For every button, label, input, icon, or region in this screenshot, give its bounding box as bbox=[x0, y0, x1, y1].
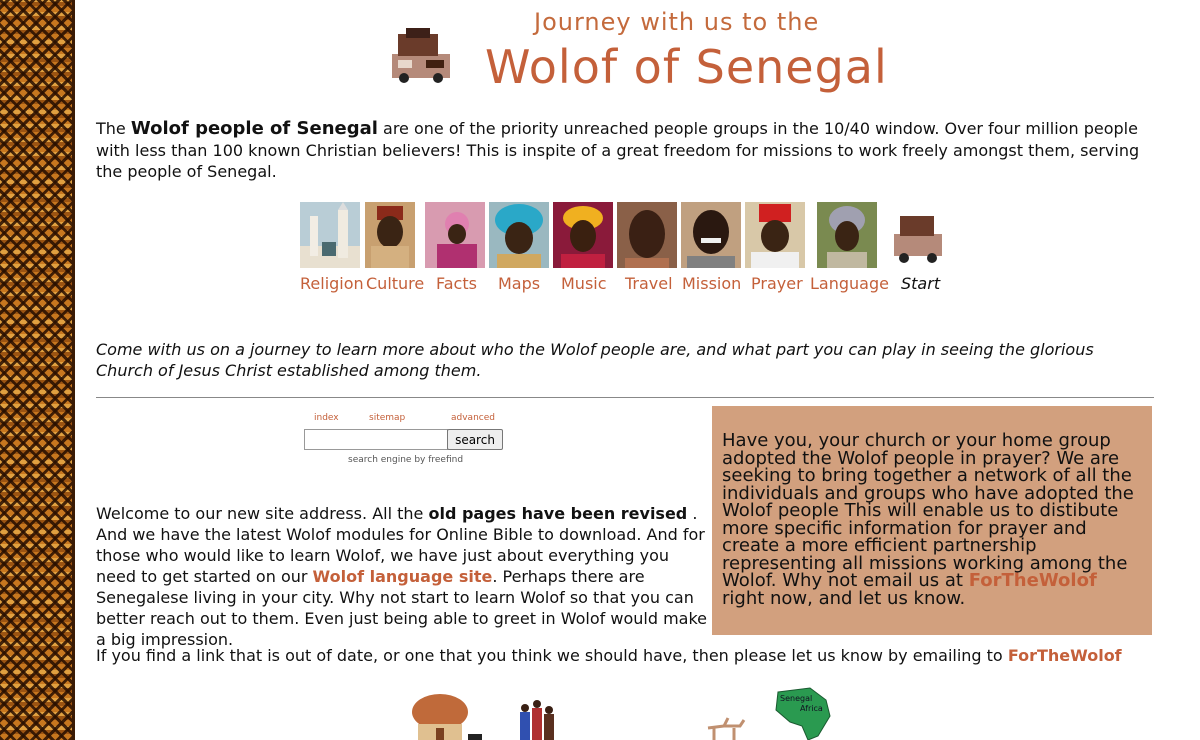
man-portrait-photo-icon[interactable] bbox=[365, 202, 415, 268]
antelope-icon bbox=[704, 716, 760, 740]
journey-paragraph: Come with us on a journey to learn more about who the Wolof people are, and what part you can play in seeing the glorious Church of Jesus Christ established among them. bbox=[96, 340, 1094, 380]
intro-bold: Wolof people of Senegal bbox=[130, 118, 378, 139]
intro-paragraph: The Wolof people of Senegal are one of the priority unreached people groups in the 10/40 window. Over four million people with less than 100 known Christian believers! This is inspite of a great freedom for missions to work freely amongst them, serving the people of Senegal. bbox=[96, 118, 1140, 181]
truck-photo-icon[interactable] bbox=[888, 202, 948, 268]
african-pattern-border bbox=[0, 0, 75, 740]
map-badge-senegal: Senegal bbox=[780, 694, 813, 703]
prayer-box: Have you, your church or your home group adopted the Wolof people in prayer? We are seeking to bring together a network of all the individuals and groups who have adopted the Wolof people This will enable us to distibute more specific information for prayer and create a more efficient partnership representing all missions working among the Wolof. Why not email us at ForTheWolof right now, and let us know. bbox=[712, 406, 1152, 635]
welcome-paragraph: Welcome to our new site address. All the old pages have been revised . And we have the latest Wolof modules for Online Bible to download. And for those who would like to learn Wolof, we have just about everything you need to get started on our Wolof language site. Perhaps there are Senegalese living in your city. Why not start to learn Wolof so that you can better reach out to them. Even just being able to greet in Wolof would make a big impression. bbox=[96, 504, 708, 649]
search-button[interactable]: search bbox=[447, 429, 503, 450]
girl-portrait-photo-icon[interactable] bbox=[617, 202, 677, 268]
woman-scarf-photo-icon[interactable] bbox=[817, 202, 877, 268]
africa-map-badge bbox=[770, 686, 836, 740]
footer-email-link[interactable]: ForTheWolof bbox=[1007, 646, 1122, 665]
map-badge-africa: Africa bbox=[800, 704, 823, 713]
search-advanced-link[interactable]: advanced bbox=[451, 413, 495, 423]
search-credit: search engine by freefind bbox=[348, 455, 464, 465]
page-title: Wolof of Senegal bbox=[485, 40, 888, 94]
prayer-email-link[interactable]: ForTheWolof bbox=[968, 570, 1097, 591]
woman-headwrap-photo-icon[interactable] bbox=[489, 202, 549, 268]
header-tagline: Journey with us to the bbox=[534, 8, 820, 36]
man-smiling-photo-icon[interactable] bbox=[681, 202, 741, 268]
nav-facts-link[interactable]: Facts bbox=[436, 274, 477, 293]
nav-mission-link[interactable]: Mission bbox=[682, 274, 742, 293]
woman-pink-photo-icon[interactable] bbox=[425, 202, 485, 268]
wolof-language-site-link[interactable]: Wolof language site bbox=[312, 567, 493, 586]
search-input[interactable] bbox=[304, 429, 448, 450]
nav-language-link[interactable]: Language bbox=[810, 274, 889, 293]
welcome-bold: old pages have been revised bbox=[428, 504, 688, 523]
footer-paragraph: If you find a link that is out of date, or one that you think we should have, then please let us know by emailing to ForTheWolof bbox=[96, 646, 1122, 665]
nav-music-link[interactable]: Music bbox=[561, 274, 607, 293]
elder-red-hat-photo-icon[interactable] bbox=[745, 202, 805, 268]
divider bbox=[96, 397, 1154, 398]
search-index-link[interactable]: index bbox=[314, 413, 339, 423]
search-sitemap-link[interactable]: sitemap bbox=[369, 413, 406, 423]
nav-maps-link[interactable]: Maps bbox=[498, 274, 541, 293]
nav-religion-link[interactable]: Religion bbox=[300, 274, 364, 293]
truck-logo-icon bbox=[386, 24, 456, 86]
nav-travel-link[interactable]: Travel bbox=[625, 274, 673, 293]
nav-culture-link[interactable]: Culture bbox=[366, 274, 425, 293]
village-illustration-icon bbox=[408, 690, 568, 740]
woman-yellow-photo-icon[interactable] bbox=[553, 202, 613, 268]
mosque-photo-icon[interactable] bbox=[300, 202, 360, 268]
nav-start-link[interactable]: Start bbox=[901, 274, 941, 293]
nav-prayer-link[interactable]: Prayer bbox=[751, 274, 803, 293]
